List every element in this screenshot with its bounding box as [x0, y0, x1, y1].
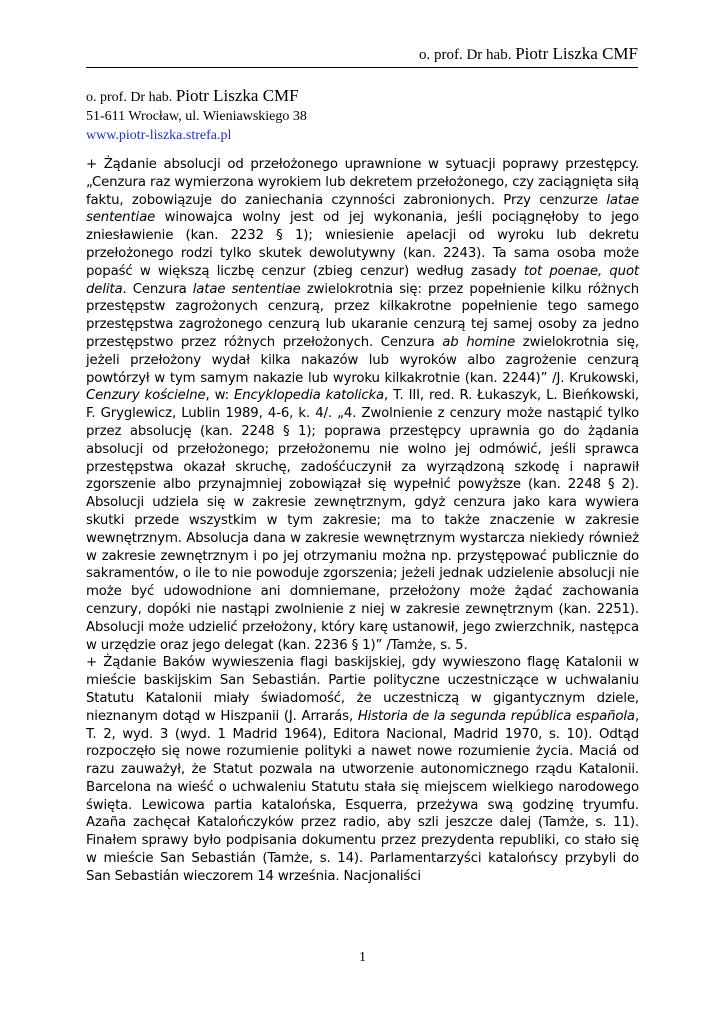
author-website-link[interactable]: www.piotr-liszka.strefa.pl [86, 128, 232, 143]
text-run: zwielokrotnia się, jeżeli przełożony wydał kilka nakazów lub wyroków albo zagrożenie cenzurą powtórzył w tym samym nakazie lub wyroku kilkakrotnie (kan. 2244)” /J. Krukowski, [86, 334, 639, 386]
text-run: , w: [205, 388, 234, 404]
header-prefix: o. prof. Dr hab. [418, 47, 516, 63]
running-header [86, 44, 638, 68]
text-run: + Żądanie absolucji od przełożonego uprawnione w sytuacji poprawy przestępcy. „Cenzura raz wymierzona wyrokiem lub dekretem przełożonego, czy zaciągnięta siłą faktu, zobowiązuje do zaniechania czynności zabronionych. Przy cenzurze [86, 157, 639, 208]
italic-text: Cenzury kościelne [86, 388, 206, 404]
italic-text: latae sententiae [192, 281, 301, 297]
paragraph-2 [86, 654, 639, 885]
author-name: Piotr Liszka CMF [175, 86, 299, 105]
body-text [86, 156, 639, 886]
text-run: , T. 2, wyd. 3 (wyd. 1 Madrid 1964), Editora Nacional, Madrid 1970, s. 10). Odtąd rozpoczęło się nowe rozumienie polityki a nawet nowe rozumienie życia. Maciá od razu zauważył, że Statut pozwala na utworzenie autonomicznego rządu Katalonii. Barcelona na wieść o uchwaleniu Statutu stała się miejscem wielkiego narodowego święta. Lewicowa partia katalońska, Esquerra, przeżywa swą godzinę tryumfu. Azaña zachęcał Katalończyków przez radio, aby szli jeszcze dalej (Tamże, s. 11). Finałem sprawy było podpisania dokumentu przez prezydenta republiki, co stało się w mieście San Sebastián (Tamże, s. 14). Parlamentarzyści katalońscy przybyli do San Sebastián wieczorem 14 września. Nacjonaliści [86, 708, 640, 884]
text-run: , T. III, red. R. Łukaszyk, L. Bieńkowski, F. Gryglewicz, Lublin 1989, 4-6, k. 4/. „4. Zwolnienie z cenzury może nastąpić tylko przez absolucję (kan. 2248 § 1); poprawa przestępcy uprawnia go do żądania absolucji od przełożonego; przełożonemu nie wolno jej odmówić, jeśli sprawca przestępstwa okazał skruchę, zadośćuczynił za wyrządzoną szkodę i naprawił zgorszenie albo przynajmniej zobowiązał się wypełnić powyższe (kan. 2248 § 2). Absolucji udziela się w zakresie zewnętrznym, gdyż cenzura jako kara wywiera skutki przede wszystkim w tym zakresie; ma to także znaczenie w zakresie wewnętrznym. Absolucja dana w zakresie wewnętrznym wystarcza niekiedy również w zakresie zewnętrznym i po jej otrzymaniu można np. przystępować publicznie do sakramentów, o ile to nie powoduje zgorszenia; jeżeli jednak udzielenie absolucji nie może być udowodnione ani domniemane, przełożony może żądać zachowania cenzury, dopóki nie nastąpi zwolnienie z niej w zakresie zewnętrznym (kan. 2251). Absolucji może udzielić przełożony, który karę ustanowił, jego zwierzchnik, następca w urzędzie oraz jego delegat (kan. 2236 § 1)” /Tamże, s. 5. [86, 388, 639, 653]
author-prefix: o. prof. Dr hab. [86, 90, 176, 105]
text-run: + Żądanie Baków wywieszenia flagi baskijskiej, gdy wywieszono flagę Katalonii w mieście baskijskim San Sebastián. Partie polityczne uczestniczące w uchwalaniu Statutu Katalonii miały świadomość, że uczestniczą w gigantycznym dziele, nieznanym dotąd w Hiszpanii (J. Arrarás, [86, 655, 639, 724]
italic-text: Historia de la segunda república española [357, 708, 635, 724]
text-run: winowajca wolny jest od jej wykonania, jeśli pociągnęłoby to jego zniesławienie (kan. 2232 § 1); wniesienie apelacji od wyroku lub dekretu przełożonego rodzi tylko skutek dewolutywny (kan. 2243). Ta sama osoba może popaść w większą liczbę cenzur (zbieg cenzur) według zasady [86, 210, 639, 279]
text-run: zwielokrotnia się: przez popełnienie kilku różnych przestępstw zagrożonych cenzurą, przez kilkakrotne popełnienie tego samego przestępstwa zagrożonego cenzurą lub ukaranie cenzurą tej samej osoby za jedno przestępstwo przez różnych przełożonych. Cenzura [86, 281, 639, 350]
author-line [86, 86, 307, 107]
page-number: 1 [359, 950, 366, 965]
italic-text: latae sententiae [86, 192, 639, 226]
italic-text: tot poenae, quot delita [86, 263, 639, 297]
italic-text: Encyklopedia katolicka [233, 388, 385, 404]
author-address: 51-611 Wrocław, ul. Wieniawskiego 38 [86, 109, 307, 124]
italic-text: ab homine [442, 334, 516, 350]
text-run: . Cenzura [122, 281, 193, 297]
paragraph-1 [86, 156, 639, 654]
author-block [86, 86, 307, 145]
header-name: Piotr Liszka CMF [515, 44, 638, 63]
